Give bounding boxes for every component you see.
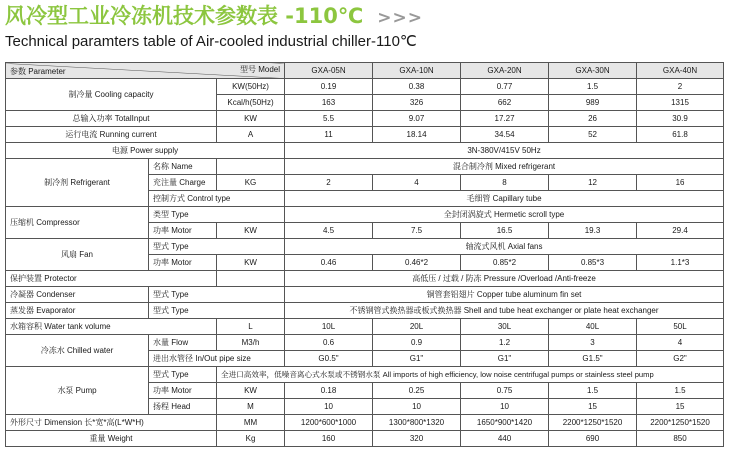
value-cell: 52 — [549, 127, 637, 143]
value-cell: 不锈钢管式换热器或板式换热器 Shell and tube heat exchanger or plate heat exchanger — [285, 303, 724, 319]
value-cell: 15 — [637, 399, 724, 415]
value-cell: 662 — [461, 95, 549, 111]
unit-cell: KW(50Hz) — [217, 79, 285, 95]
value-cell: G1.5" — [549, 351, 637, 367]
table-row — [6, 79, 724, 95]
value-cell: 30.9 — [637, 111, 724, 127]
table-row — [6, 143, 724, 159]
row-label: 风扇 Fan — [6, 239, 149, 271]
value-cell: 9.07 — [373, 111, 461, 127]
value-cell: 16 — [637, 175, 724, 191]
sub-label: 功率 Motor — [149, 383, 217, 399]
table-row — [6, 287, 724, 303]
unit-cell: KW — [217, 383, 285, 399]
value-cell: 16.5 — [461, 223, 549, 239]
value-cell: 1315 — [637, 95, 724, 111]
table-row — [6, 239, 724, 255]
value-cell: 850 — [637, 431, 724, 447]
table-row — [6, 127, 724, 143]
value-cell: 30L — [461, 319, 549, 335]
value-cell: 0.85*2 — [461, 255, 549, 271]
value-cell: 690 — [549, 431, 637, 447]
value-cell: 50L — [637, 319, 724, 335]
value-cell: 0.77 — [461, 79, 549, 95]
value-cell: 1650*900*1420 — [461, 415, 549, 431]
sub-label: 名称 Name — [149, 159, 217, 175]
value-cell: 0.38 — [373, 79, 461, 95]
value-cell: 3 — [549, 335, 637, 351]
unit-cell: Kg — [217, 431, 285, 447]
row-label: 压缩机 Compressor — [6, 207, 149, 239]
value-cell: 1.2 — [461, 335, 549, 351]
value-cell: 1.5 — [549, 79, 637, 95]
value-cell: 4.5 — [285, 223, 373, 239]
row-label: 水泵 Pump — [6, 367, 149, 415]
value-cell: 1.5 — [637, 383, 724, 399]
sub-label: 型式 Type — [149, 303, 285, 319]
unit-cell: MM — [217, 415, 285, 431]
row-label: 总输入功率 TotalInput — [6, 111, 217, 127]
value-cell: 26 — [549, 111, 637, 127]
value-cell: 2 — [285, 175, 373, 191]
table-row — [6, 159, 724, 175]
value-cell: 2200*1250*1520 — [637, 415, 724, 431]
title-cn-text: 风冷型工业冷冻机技术参数表 -110℃ — [5, 4, 364, 28]
sub-label: 功率 Motor — [149, 223, 217, 239]
value-cell: 18.14 — [373, 127, 461, 143]
table-row — [6, 303, 724, 319]
unit-cell: A — [217, 127, 285, 143]
value-cell: 20L — [373, 319, 461, 335]
value-cell: 0.19 — [285, 79, 373, 95]
table-row — [6, 367, 724, 383]
sub-label: 功率 Motor — [149, 255, 217, 271]
row-label: 外形尺寸 Dimension 长*宽*高(L*W*H) — [6, 415, 217, 431]
value-cell: G2" — [637, 351, 724, 367]
value-cell: 11 — [285, 127, 373, 143]
value-cell: G1" — [461, 351, 549, 367]
table-row — [6, 431, 724, 447]
value-cell: 0.75 — [461, 383, 549, 399]
value-cell: 5.5 — [285, 111, 373, 127]
value-cell: 全进口高效率，低噪音离心式水泵或不锈钢水泵 All imports of high efficiency, low noise centrifugal pumps or stainless steel pump — [217, 367, 724, 383]
value-cell: 19.3 — [549, 223, 637, 239]
unit-cell: M3/h — [217, 335, 285, 351]
value-cell: 10 — [373, 399, 461, 415]
unit-cell: L — [217, 319, 285, 335]
model-header: GXA-40N — [637, 63, 724, 79]
table-row — [6, 111, 724, 127]
parameter-label: 参数 Parameter — [10, 67, 66, 76]
unit-cell: KW — [217, 223, 285, 239]
sub-label: 型式 Type — [149, 287, 285, 303]
value-cell: 160 — [285, 431, 373, 447]
row-label: 运行电流 Running current — [6, 127, 217, 143]
value-cell: 1300*800*1320 — [373, 415, 461, 431]
table-row — [6, 415, 724, 431]
value-cell: 61.8 — [637, 127, 724, 143]
row-label: 制冷剂 Refrigerant — [6, 159, 149, 207]
table-row-header — [6, 63, 724, 79]
header-diagonal-cell — [6, 63, 285, 79]
table-row — [6, 207, 724, 223]
value-cell: 2200*1250*1520 — [549, 415, 637, 431]
unit-cell: KG — [217, 175, 285, 191]
model-header: GXA-05N — [285, 63, 373, 79]
unit-cell: Kcal/h(50Hz) — [217, 95, 285, 111]
value-cell: 34.54 — [461, 127, 549, 143]
table-row — [6, 319, 724, 335]
value-cell: 混合制冷剂 Mixed refrigerant — [285, 159, 724, 175]
value-cell: 1.1*3 — [637, 255, 724, 271]
value-cell: 轴流式风机 Axial fans — [285, 239, 724, 255]
model-header: GXA-10N — [373, 63, 461, 79]
value-cell: 320 — [373, 431, 461, 447]
sub-label: 进出水管径 In/Out pipe size — [149, 351, 285, 367]
value-cell: 10L — [285, 319, 373, 335]
row-label: 蒸发器 Evaporator — [6, 303, 149, 319]
sub-label: 类型 Type — [149, 207, 285, 223]
unit-cell: M — [217, 399, 285, 415]
unit-cell: KW — [217, 111, 285, 127]
row-label: 冷凝器 Condenser — [6, 287, 149, 303]
value-cell: 0.25 — [373, 383, 461, 399]
sub-label: 控制方式 Control type — [149, 191, 285, 207]
row-label: 保护装置 Protector — [6, 271, 217, 287]
value-cell: 0.46 — [285, 255, 373, 271]
page-title — [5, 3, 423, 29]
row-label: 重量 Weight — [6, 431, 217, 447]
value-cell: 4 — [637, 335, 724, 351]
value-cell: 40L — [549, 319, 637, 335]
value-cell: G0.5" — [285, 351, 373, 367]
value-cell: 4 — [373, 175, 461, 191]
value-cell: 163 — [285, 95, 373, 111]
value-cell: 989 — [549, 95, 637, 111]
value-cell: 10 — [461, 399, 549, 415]
value-cell: 毛细管 Capillary tube — [285, 191, 724, 207]
unit-cell — [217, 271, 285, 287]
value-cell: 8 — [461, 175, 549, 191]
sub-label: 型式 Type — [149, 239, 285, 255]
value-cell: 440 — [461, 431, 549, 447]
value-cell: 10 — [285, 399, 373, 415]
value-cell: 高低压 / 过载 / 防冻 Pressure /Overload /Anti-freeze — [285, 271, 724, 287]
value-cell: G1" — [373, 351, 461, 367]
row-label: 电源 Power supply — [6, 143, 285, 159]
value-cell: 1.5 — [549, 383, 637, 399]
page-subtitle: Technical paramters table of Air-cooled industrial chiller-110℃ — [5, 33, 417, 50]
row-label: 冷冻水 Chilled water — [6, 335, 149, 367]
table-row — [6, 271, 724, 287]
value-cell: 0.85*3 — [549, 255, 637, 271]
model-label: 型号 Model — [240, 65, 281, 74]
unit-cell: KW — [217, 255, 285, 271]
value-cell: 29.4 — [637, 223, 724, 239]
value-cell: 0.46*2 — [373, 255, 461, 271]
value-cell: 全封闭涡旋式 Hermetic scroll type — [285, 207, 724, 223]
sub-label: 充注量 Charge — [149, 175, 217, 191]
value-cell: 17.27 — [461, 111, 549, 127]
value-cell: 0.9 — [373, 335, 461, 351]
value-cell: 铜管套铝翅片 Copper tube aluminum fin set — [285, 287, 724, 303]
sub-label: 型式 Type — [149, 367, 217, 383]
value-cell: 12 — [549, 175, 637, 191]
arrows-icon: >>> — [377, 8, 424, 28]
value-cell: 15 — [549, 399, 637, 415]
sub-label: 水量 Flow — [149, 335, 217, 351]
value-cell: 3N-380V/415V 50Hz — [285, 143, 724, 159]
value-cell: 0.18 — [285, 383, 373, 399]
value-cell: 0.6 — [285, 335, 373, 351]
value-cell: 2 — [637, 79, 724, 95]
row-label: 制冷量 Cooling capacity — [6, 79, 217, 111]
table-row — [6, 335, 724, 351]
model-header: GXA-20N — [461, 63, 549, 79]
value-cell: 7.5 — [373, 223, 461, 239]
model-header: GXA-30N — [549, 63, 637, 79]
spec-table — [5, 62, 724, 447]
value-cell: 1200*600*1000 — [285, 415, 373, 431]
sub-label: 扬程 Head — [149, 399, 217, 415]
row-label: 水箱容积 Water tank volume — [6, 319, 217, 335]
unit-cell — [217, 159, 285, 175]
value-cell: 326 — [373, 95, 461, 111]
